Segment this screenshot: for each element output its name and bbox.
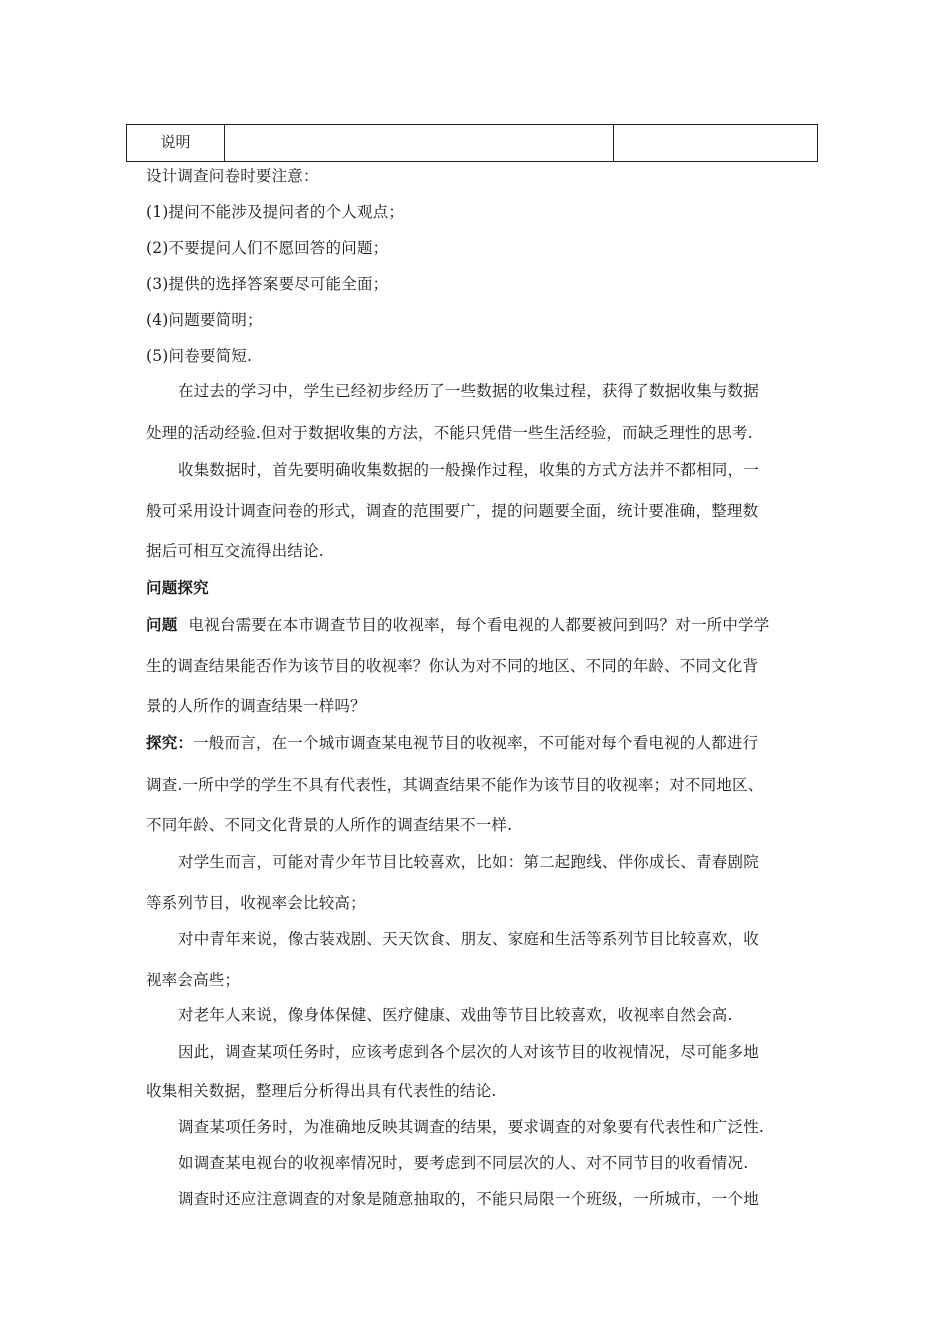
paragraph-line: 等系列节目，收视率会比较高； bbox=[146, 894, 366, 912]
explore-line bbox=[146, 733, 758, 753]
paragraph-line: 对中青年来说，像古装戏剧、天天饮食、朋友、家庭和生活等系列节目比较喜欢，收 bbox=[178, 930, 759, 948]
table-row bbox=[127, 125, 818, 162]
paragraph-line: 对学生而言，可能对青少年节目比较喜欢，比如：第二起跑线、伴你成长、青春剧院 bbox=[178, 853, 759, 871]
notice-item-3: (3)提供的选择答案要尽可能全面； bbox=[146, 275, 389, 293]
paragraph-line: 调查某项任务时，为准确地反映其调查的结果，要求调查的对象要有代表性和广泛性. bbox=[178, 1118, 765, 1136]
question-line: 生的调查结果能否作为该节目的收视率？你认为对不同的地区、不同的年龄、不同文化背 bbox=[146, 657, 759, 675]
question-line bbox=[146, 615, 769, 635]
paragraph-line: 般可采用设计调查问卷的形式，调查的范围要广，提的问题要全面，统计要准确，整理数 bbox=[146, 502, 759, 520]
table-cell-label: 说明 bbox=[127, 125, 225, 162]
paragraph-line: 如调查某电视台的收视率情况时，要考虑到不同层次的人、对不同节目的收看情况. bbox=[178, 1154, 749, 1172]
explore-text: 一般而言，在一个城市调查某电视节目的收视率，不可能对每个看电视的人都进行 bbox=[193, 734, 759, 752]
question-text: 电视台需要在本市调查节目的收视率，每个看电视的人都要被问到吗？对一所中学学 bbox=[188, 616, 770, 634]
explore-line: 不同年龄、不同文化背景的人所作的调查结果不一样. bbox=[146, 816, 513, 834]
paragraph-line: 据后可相互交流得出结论. bbox=[146, 542, 324, 560]
explore-label: 探究： bbox=[146, 734, 194, 752]
notice-heading: 设计调查问卷时要注意： bbox=[146, 167, 319, 185]
explanation-table bbox=[126, 124, 818, 162]
notice-item-4: (4)问题要简明； bbox=[146, 311, 263, 329]
notice-item-1: (1)提问不能涉及提问者的个人观点； bbox=[146, 203, 405, 221]
question-line: 景的人所作的调查结果一样吗？ bbox=[146, 697, 366, 715]
paragraph-line: 处理的活动经验.但对于数据收集的方法，不能只凭借一些生活经验，而缺乏理性的思考. bbox=[146, 424, 753, 442]
table-cell-extra bbox=[614, 125, 818, 162]
paragraph-line: 收集相关数据，整理后分析得出具有代表性的结论. bbox=[146, 1082, 497, 1100]
paragraph-line: 调查时还应注意调查的对象是随意抽取的，不能只局限一个班级，一所城市，一个地 bbox=[178, 1190, 759, 1208]
notice-item-2: (2)不要提问人们不愿回答的问题； bbox=[146, 239, 389, 257]
paragraph-line: 视率会高些； bbox=[146, 971, 241, 989]
section-title: 问题探究 bbox=[146, 579, 209, 597]
paragraph-line: 对老年人来说，像身体保健、医疗健康、戏曲等节目比较喜欢，收视率自然会高. bbox=[178, 1006, 733, 1024]
paragraph-line: 在过去的学习中，学生已经初步经历了一些数据的收集过程，获得了数据收集与数据 bbox=[178, 382, 759, 400]
table-cell-content bbox=[225, 125, 614, 162]
explore-line: 调查.一所中学的学生不具有代表性，其调查结果不能作为该节目的收视率；对不同地区、 bbox=[146, 776, 764, 794]
question-label: 问题 bbox=[146, 616, 178, 634]
paragraph-line: 因此，调查某项任务时，应该考虑到各个层次的人对该节目的收视情况，尽可能多地 bbox=[178, 1043, 759, 1061]
paragraph-line: 收集数据时，首先要明确收集数据的一般操作过程，收集的方式方法并不都相同，一 bbox=[178, 461, 759, 479]
notice-item-5: (5)问卷要简短. bbox=[146, 347, 253, 365]
